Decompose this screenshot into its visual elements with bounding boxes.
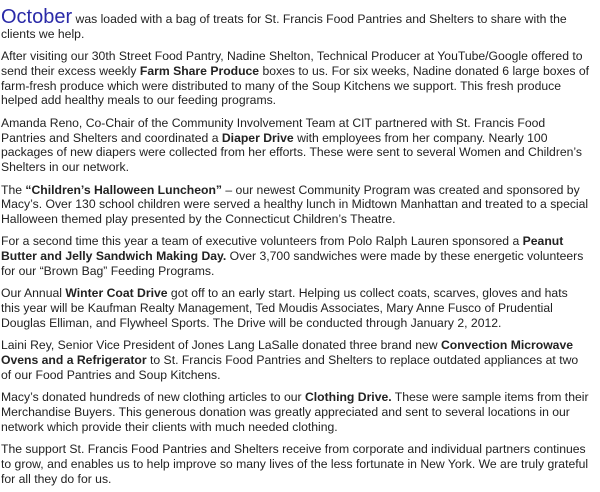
- highlight-ovens-refrigerator: Convection Microwave Ovens and a Refrigerator: [1, 338, 574, 367]
- paragraph-text: got off to an early start. Helping us collect coats, scarves, gloves and hats this year will be Kaufman Realty Management, Ted Moudis Associates, Mary Anne Fusco of Prudential Douglas Elliman, and Flywheel Sports. The Drive will be conducted through January 2, 2012.: [1, 286, 568, 330]
- paragraph-diaper-drive: [1, 116, 590, 174]
- paragraph-winter-coat-drive: [1, 286, 590, 330]
- paragraph-text: Laini Rey, Senior Vice President of Jones Lang LaSalle donated three brand new: [1, 338, 441, 353]
- paragraph-text: The: [1, 182, 26, 197]
- paragraph-text: to St. Francis Food Pantries and Shelters to replace outdated appliances at two of our Food Pantries and Soup Kitchens.: [1, 353, 579, 382]
- paragraph-text: – our newest Community Program was created and sponsored by Macy’s. Over 130 school children were served a healthy lunch in Midtown Manhattan and treated to a special Halloween themed play presented by the Connecticut Children’s Theatre.: [1, 182, 589, 226]
- paragraph-text: was loaded with a bag of treats for St. Francis Food Pantries and Shelters to share with the clients we help.: [1, 12, 567, 41]
- highlight-winter-coat-drive: Winter Coat Drive: [65, 286, 168, 301]
- paragraph-text: Macy’s donated hundreds of new clothing articles to our: [1, 390, 305, 405]
- paragraph-appliances: [1, 338, 590, 382]
- paragraph-text: These were sample items from their Merchandise Buyers. This generous donation was greatly appreciated and sent to several locations in our network which provide their clients with much needed clothing.: [1, 390, 589, 434]
- paragraph-text: For a second time this year a team of executive volunteers from Polo Ralph Lauren sponsored a: [1, 234, 523, 249]
- paragraph-sandwich-day: [1, 234, 590, 278]
- paragraph-text: After visiting our 30th Street Food Pantry, Nadine Shelton, Technical Producer at YouTube/Google offered to send their excess weekly: [1, 49, 583, 78]
- paragraph-text: Our Annual: [1, 286, 66, 301]
- paragraph-text: Amanda Reno, Co-Chair of the Community Involvement Team at CIT partnered with St. Francis Food Pantries and Shelters and coordinated a: [1, 115, 546, 145]
- paragraph-clothing-drive: [1, 390, 590, 434]
- highlight-diaper-drive: Diaper Drive: [221, 130, 294, 145]
- highlight-sandwich-making-day: Peanut Butter and Jelly Sandwich Making Day.: [1, 234, 564, 264]
- paragraph-farm-share: [1, 49, 590, 107]
- paragraph-text: boxes to us. For six weeks, Nadine donated 6 large boxes of farm-fresh produce which were distributed to many of the Soup Kitchens we support. This fresh produce helped add healthy meals to our feeding programs.: [1, 63, 590, 108]
- paragraph-text: with employees from her company. Nearly 100 packages of new diapers were collected from her efforts. These were sent to several Women and Children’s Shelters in our network.: [1, 130, 583, 174]
- paragraph-text: Over 3,700 sandwiches were made by these energetic volunteers for our “Brown Bag” Feeding Programs.: [1, 249, 584, 278]
- highlight-farm-share-produce: Farm Share Produce: [139, 63, 260, 78]
- month-heading: October: [1, 6, 73, 28]
- paragraph-halloween-luncheon: [1, 183, 590, 227]
- paragraph-october-intro: [1, 6, 590, 41]
- highlight-clothing-drive: Clothing Drive.: [304, 390, 392, 405]
- paragraph-closing-thanks: [1, 442, 590, 486]
- highlight-halloween-luncheon: “Children’s Halloween Luncheon”: [25, 182, 222, 197]
- paragraph-text: The support St. Francis Food Pantries and Shelters receive from corporate and individual partners continues to grow, and enables us to help improve so many lives of the less fortunate in New York. We are truly grateful for all they do for us.: [1, 442, 589, 486]
